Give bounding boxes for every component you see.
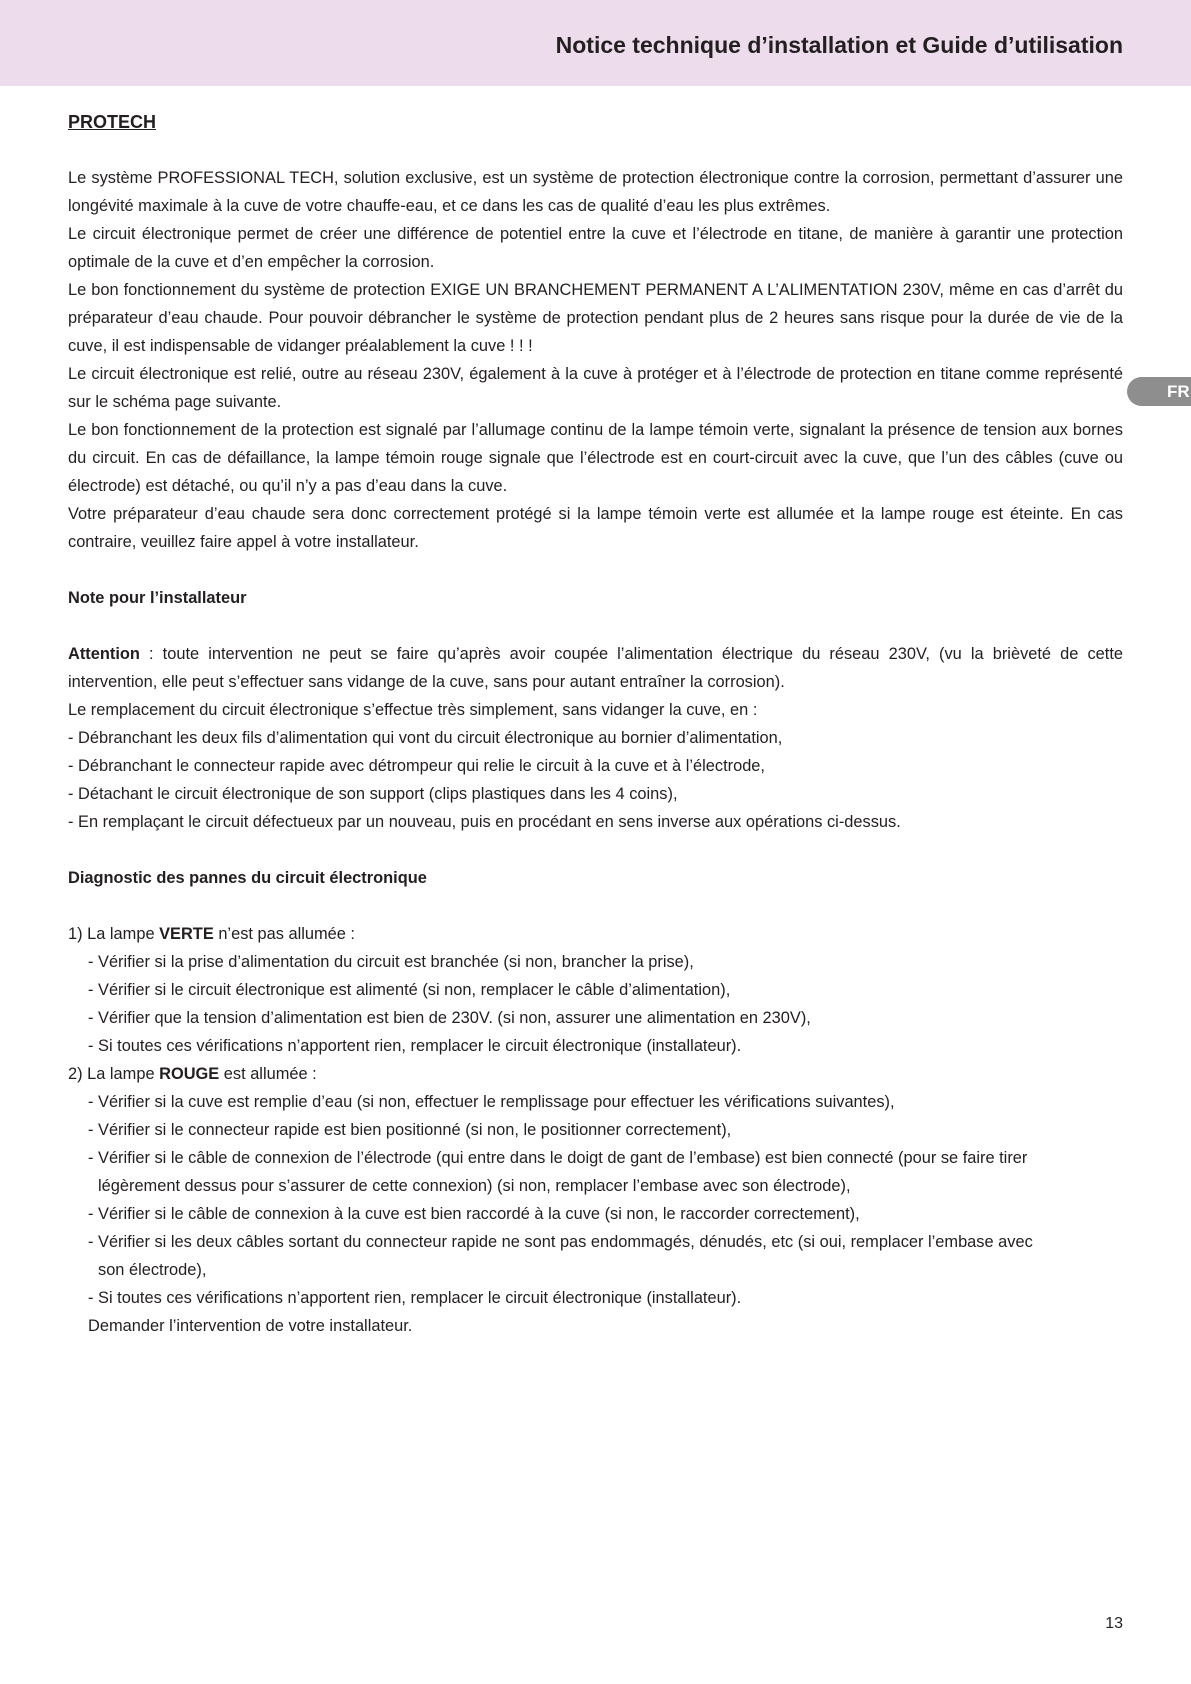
case-prefix: 1) La lampe <box>68 925 160 943</box>
green-lamp-label: VERTE <box>159 925 214 943</box>
red-lamp-label: ROUGE <box>159 1065 220 1083</box>
section-title: PROTECH <box>68 112 157 132</box>
installer-note-heading: Note pour l’installateur <box>68 589 247 607</box>
spacer <box>68 892 1123 920</box>
diagnostic-case-red <box>68 1060 1123 1088</box>
page-number: 13 <box>1105 1615 1123 1632</box>
intro-paragraph: Le circuit électronique est relié, outre au réseau 230V, également à la cuve à protéger et à l’électrode de protection en titane comme représenté sur le schéma page suivante. <box>68 365 1123 411</box>
intro-paragraph: Le bon fonctionnement du système de protection EXIGE UN BRANCHEMENT PERMANENT A L’ALIMENTATION 230V, même en cas d’arrêt du préparateur d’eau chaude. Pour pouvoir débrancher le système de protection pendant plus de 2 heures sans risque pour la durée de vie de la cuve, il est indispensable de vidanger préalablement la cuve ! ! ! <box>68 281 1123 355</box>
check-item: - Vérifier que la tension d’alimentation est bien de 230V. (si non, assurer une alimentation en 230V), <box>88 1009 811 1027</box>
check-item: - Vérifier si la cuve est remplie d’eau (si non, effectuer le remplissage pour effectuer les vérifications suivantes), <box>88 1093 895 1111</box>
case-prefix: 2) La lampe <box>68 1065 160 1083</box>
case-suffix: est allumée : <box>219 1065 317 1083</box>
intro-paragraph: Votre préparateur d’eau chaude sera donc correctement protégé si la lampe témoin verte est allumée et la lampe rouge est éteinte. En cas contraire, veuillez faire appel à votre installateur. <box>68 505 1123 551</box>
check-item: - Vérifier si le connecteur rapide est bien positionné (si non, le positionner correctement), <box>88 1121 732 1139</box>
language-tab-fr[interactable]: FR <box>1127 377 1191 406</box>
check-item: - Vérifier si le circuit électronique est alimenté (si non, remplacer le câble d’alimentation), <box>88 981 731 999</box>
check-item-continuation: son électrode), <box>98 1261 207 1279</box>
check-item: - Vérifier si le câble de connexion de l’électrode (qui entre dans le doigt de gant de l’embase) est bien connecté (pour se faire tirer <box>88 1149 1028 1167</box>
check-item: - Si toutes ces vérifications n’apportent rien, remplacer le circuit électronique (installateur). <box>88 1289 742 1307</box>
spacer <box>68 136 1123 164</box>
intro-paragraph: Le système PROFESSIONAL TECH, solution exclusive, est un système de protection électronique contre la corrosion, permettant d’assurer une longévité maximale à la cuve de votre chauffe-eau, et ce dans les cas de qualité d’eau les plus extrêmes. <box>68 169 1123 215</box>
header-title: Notice technique d’installation et Guide d’utilisation <box>555 32 1123 58</box>
attention-text: : toute intervention ne peut se faire qu’après avoir coupée l’alimentation électrique du réseau 230V, (vu la brièveté de cette intervention, elle peut s’effectuer sans vidange de la cuve, sans pour autant entraîner la corrosion). <box>68 645 1123 691</box>
case-suffix: n’est pas allumée : <box>213 925 355 943</box>
replacement-step: - Détachant le circuit électronique de son support (clips plastiques dans les 4 coins), <box>68 785 678 803</box>
replacement-step: - En remplaçant le circuit défectueux par un nouveau, puis en procédant en sens inverse aux opérations ci-dessus. <box>68 813 901 831</box>
page-content <box>68 108 1123 1340</box>
check-item-continuation: légèrement dessus pour s’assurer de cette connexion) (si non, remplacer l’embase avec son électrode), <box>98 1177 851 1195</box>
check-item: - Vérifier si le câble de connexion à la cuve est bien raccordé à la cuve (si non, le raccorder correctement), <box>88 1205 860 1223</box>
spacer <box>68 612 1123 640</box>
replacement-step: - Débranchant le connecteur rapide avec détrompeur qui relie le circuit à la cuve et à l’électrode, <box>68 757 765 775</box>
page-header <box>0 0 1191 86</box>
attention-paragraph <box>68 640 1123 696</box>
spacer <box>68 836 1123 864</box>
closing-instruction: Demander l’intervention de votre installateur. <box>88 1317 413 1335</box>
check-item: - Vérifier si la prise d’alimentation du circuit est branchée (si non, brancher la prise), <box>88 953 694 971</box>
spacer <box>68 556 1123 584</box>
intro-paragraph: Le circuit électronique permet de créer une différence de potentiel entre la cuve et l’électrode en titane, de manière à garantir une protection optimale de la cuve et d’en empêcher la corrosion. <box>68 225 1123 271</box>
replacement-intro: Le remplacement du circuit électronique s’effectue très simplement, sans vidanger la cuve, en : <box>68 701 758 719</box>
diagnostic-heading: Diagnostic des pannes du circuit électronique <box>68 869 427 887</box>
intro-paragraph: Le bon fonctionnement de la protection est signalé par l’allumage continu de la lampe témoin verte, signalant la présence de tension aux bornes du circuit. En cas de défaillance, la lampe témoin rouge signale que l’électrode est en court-circuit avec la cuve, que l’un des câbles (cuve ou électrode) est détaché, ou qu’il n’y a pas d’eau dans la cuve. <box>68 421 1123 495</box>
attention-label: Attention <box>68 645 140 663</box>
replacement-step: - Débranchant les deux fils d’alimentation qui vont du circuit électronique au bornier d’alimentation, <box>68 729 783 747</box>
diagnostic-case-green <box>68 920 1123 948</box>
check-item: - Si toutes ces vérifications n’apportent rien, remplacer le circuit électronique (installateur). <box>88 1037 742 1055</box>
check-item: - Vérifier si les deux câbles sortant du connecteur rapide ne sont pas endommagés, dénudés, etc (si oui, remplacer l’embase avec <box>88 1233 1033 1251</box>
